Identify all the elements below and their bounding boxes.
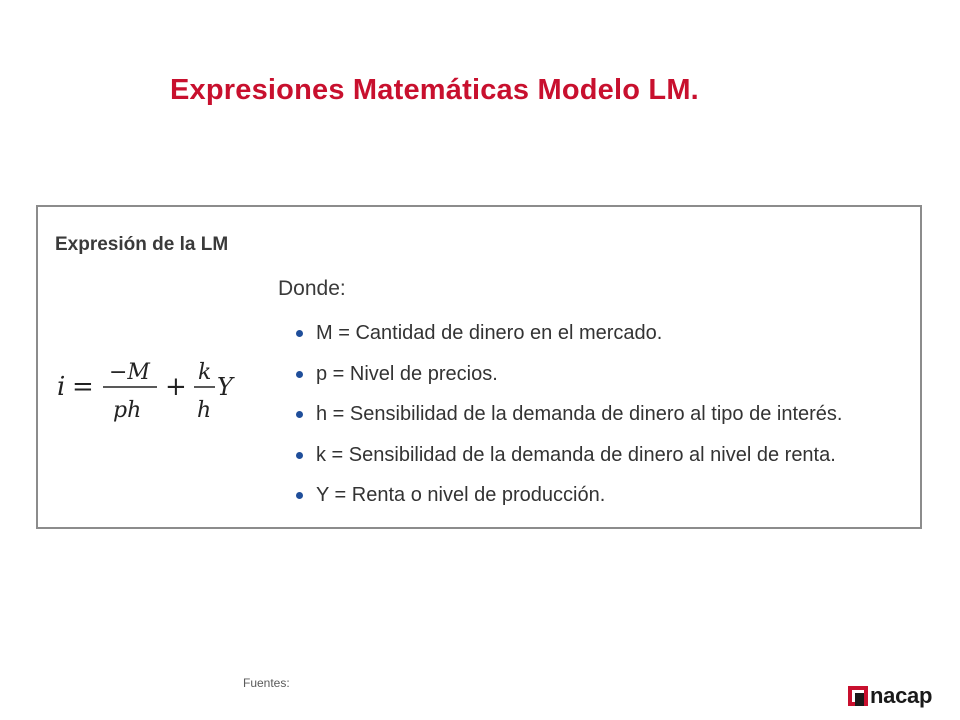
formula-plus: +	[165, 372, 187, 402]
bullet-icon	[296, 452, 303, 459]
definition-item	[292, 481, 842, 522]
bullet-icon	[296, 371, 303, 378]
bullet-icon	[296, 492, 303, 499]
formula-denominator-1: ph	[113, 398, 142, 423]
definition-item	[292, 400, 842, 441]
formula-numerator-1: −M	[109, 360, 150, 385]
where-label: Donde:	[278, 277, 346, 300]
formula-equals: =	[72, 372, 94, 402]
lm-formula	[55, 351, 255, 431]
definition-item	[292, 441, 842, 482]
lm-expression-box	[36, 205, 922, 529]
bullet-icon	[296, 411, 303, 418]
logo-mark-icon	[848, 686, 868, 706]
definition-text: Y = Renta o nivel de producción.	[316, 484, 606, 506]
bullet-icon	[296, 330, 303, 337]
formula-tail: Y	[217, 373, 233, 401]
definition-item	[292, 319, 842, 360]
slide-title: Expresiones Matemáticas Modelo LM.	[170, 74, 699, 106]
sources-label: Fuentes:	[243, 676, 290, 690]
definitions-list	[292, 319, 842, 522]
definition-item	[292, 360, 842, 401]
definition-text: h = Sensibilidad de la demanda de dinero al tipo de interés.	[316, 403, 843, 425]
formula-lhs: i	[57, 372, 66, 402]
inacap-logo	[848, 682, 932, 710]
definition-text: p = Nivel de precios.	[316, 362, 498, 385]
formula-numerator-2: k	[198, 360, 212, 385]
box-heading: Expresión de la LM	[55, 234, 229, 255]
definition-text: k = Sensibilidad de la demanda de dinero al nivel de renta.	[316, 443, 836, 466]
logo-text: nacap	[870, 683, 933, 708]
formula-denominator-2: h	[197, 398, 212, 423]
definition-text: M = Cantidad de dinero en el mercado.	[316, 322, 663, 344]
